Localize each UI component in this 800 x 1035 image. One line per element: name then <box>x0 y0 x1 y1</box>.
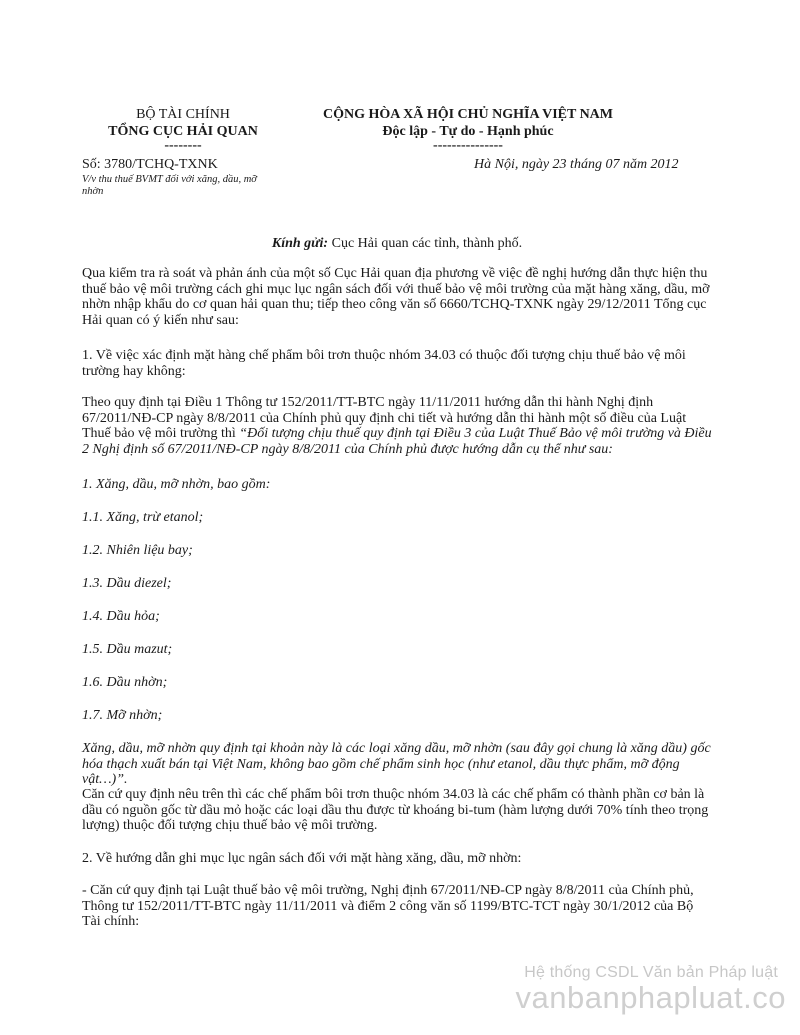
paragraph-section-2-heading: 2. Về hướng dẫn ghi mục lục ngân sách đối với mặt hàng xăng, dầu, mỡ nhờn: <box>82 851 522 866</box>
paragraph-definition-quote: Xăng, dầu, mỡ nhờn quy định tại khoản này là các loại xăng dầu, mỡ nhờn (sau đây gọi chung là xăng dầu) gốc hóa thạch xuất bán tại Việt Nam, không bao gồm chế phẩm sinh học (như etanol, dầu thực phẩm, mỡ động vật…)”. <box>82 741 711 787</box>
list-item: 1.4. Dầu hỏa; <box>82 609 160 624</box>
watermark-site: vanbanphapluat.co <box>515 980 786 1015</box>
list-item: 1.5. Dầu mazut; <box>82 642 173 657</box>
paragraph-intro: Qua kiểm tra rà soát và phản ánh của một số Cục Hải quan địa phương về việc đề nghị hướng dẫn thực hiện thu thuế bảo vệ môi trường cách ghi mục lục ngân sách đối với thuế bảo vệ môi trường của mặt hàng xăng, dầu, mỡ nhờn nhập khẩu do cơ quan hải quan thu; tiếp theo công văn số 6660/TCHQ-TXNK ngày 29/12/2011 Tổng cục Hải quan có ý kiến như sau: <box>82 266 710 328</box>
doc-subject-line-1: V/v thu thuế BVMT đối với xăng, dầu, mỡ <box>82 174 257 185</box>
issuer-block <box>108 106 258 154</box>
motto: Độc lập - Tự do - Hạnh phúc <box>382 124 554 139</box>
watermark-caption: Hệ thống CSDL Văn bản Pháp luật <box>524 964 778 981</box>
paragraph-section-2-basis: - Căn cứ quy định tại Luật thuế bảo vệ môi trường, Nghị định 67/2011/NĐ-CP ngày 8/8/2011 của Chính phủ, Thông tư 152/2011/TT-BTC ngày 11/11/2011 và điểm 2 công văn số 1199/BTC-TCT ngày 30/1/2012 của Bộ Tài chính: <box>82 883 694 929</box>
national-motto-block <box>318 106 618 154</box>
legal-basis-quote: “Đối tượng chịu thuế quy định tại Điều 3 của Luật Thuế Bảo vệ môi trường và Điều 2 Nghị định số 67/2011/NĐ-CP ngày 8/8/2011 của Chính phủ được hướng dẫn cụ thể như sau: <box>82 426 712 457</box>
ministry-name: BỘ TÀI CHÍNH <box>136 107 230 122</box>
list-item: 1.2. Nhiên liệu bay; <box>82 543 193 558</box>
issuer-divider: -------- <box>164 138 202 153</box>
doc-subject <box>82 174 302 198</box>
list-item: 1.3. Dầu diezel; <box>82 576 172 591</box>
country-name: CỘNG HÒA XÃ HỘI CHỦ NGHĨA VIỆT NAM <box>322 107 613 122</box>
recipient-text: Cục Hải quan các tỉnh, thành phố. <box>328 236 523 251</box>
list-item: 1.1. Xăng, trừ etanol; <box>82 510 204 525</box>
agency-name: TỔNG CỤC HẢI QUAN <box>108 124 258 139</box>
legal-basis-text: Theo quy định tại Điều 1 Thông tư 152/2011/TT-BTC ngày 11/11/2011 hướng dẫn thi hành Nghị định 67/2011/NĐ-CP ngày 8/8/2011 của Chính phủ quy định chi tiết và hướng dẫn thi hành một số điều của Luật Thuế bảo vệ môi trường thì <box>82 395 687 441</box>
motto-divider: --------------- <box>433 138 503 153</box>
paragraph-legal-basis <box>82 395 712 457</box>
doc-number: Số: 3780/TCHQ-TXNK <box>82 157 218 172</box>
recipient-label: Kính gửi: <box>271 236 329 251</box>
list-item: 1.7. Mỡ nhờn; <box>82 708 163 723</box>
place-date: Hà Nội, ngày 23 tháng 07 năm 2012 <box>474 157 679 172</box>
doc-subject-line-2: nhờn <box>82 186 104 197</box>
paragraph-section-1-heading: 1. Về việc xác định mặt hàng chế phẩm bôi trơn thuộc nhóm 34.03 có thuộc đối tượng chịu thuế bảo vệ môi trường hay không: <box>82 348 686 379</box>
list-item: 1.6. Dầu nhờn; <box>82 675 168 690</box>
list-intro: 1. Xăng, dầu, mỡ nhờn, bao gồm: <box>82 477 271 492</box>
paragraph-conclusion: Căn cứ quy định nêu trên thì các chế phẩm bôi trơn thuộc nhóm 34.03 là các chế phẩm có thành phần cơ bản là dầu có nguồn gốc từ dầu mỏ hoặc các loại dầu thu được từ khoáng bi-tum (hàm lượng dưới 70% tính theo trọng lượng) thuộc đối tượng chịu thuế bảo vệ môi trường. <box>82 787 709 833</box>
doc-number-block <box>82 156 302 198</box>
recipient-line <box>82 235 712 252</box>
